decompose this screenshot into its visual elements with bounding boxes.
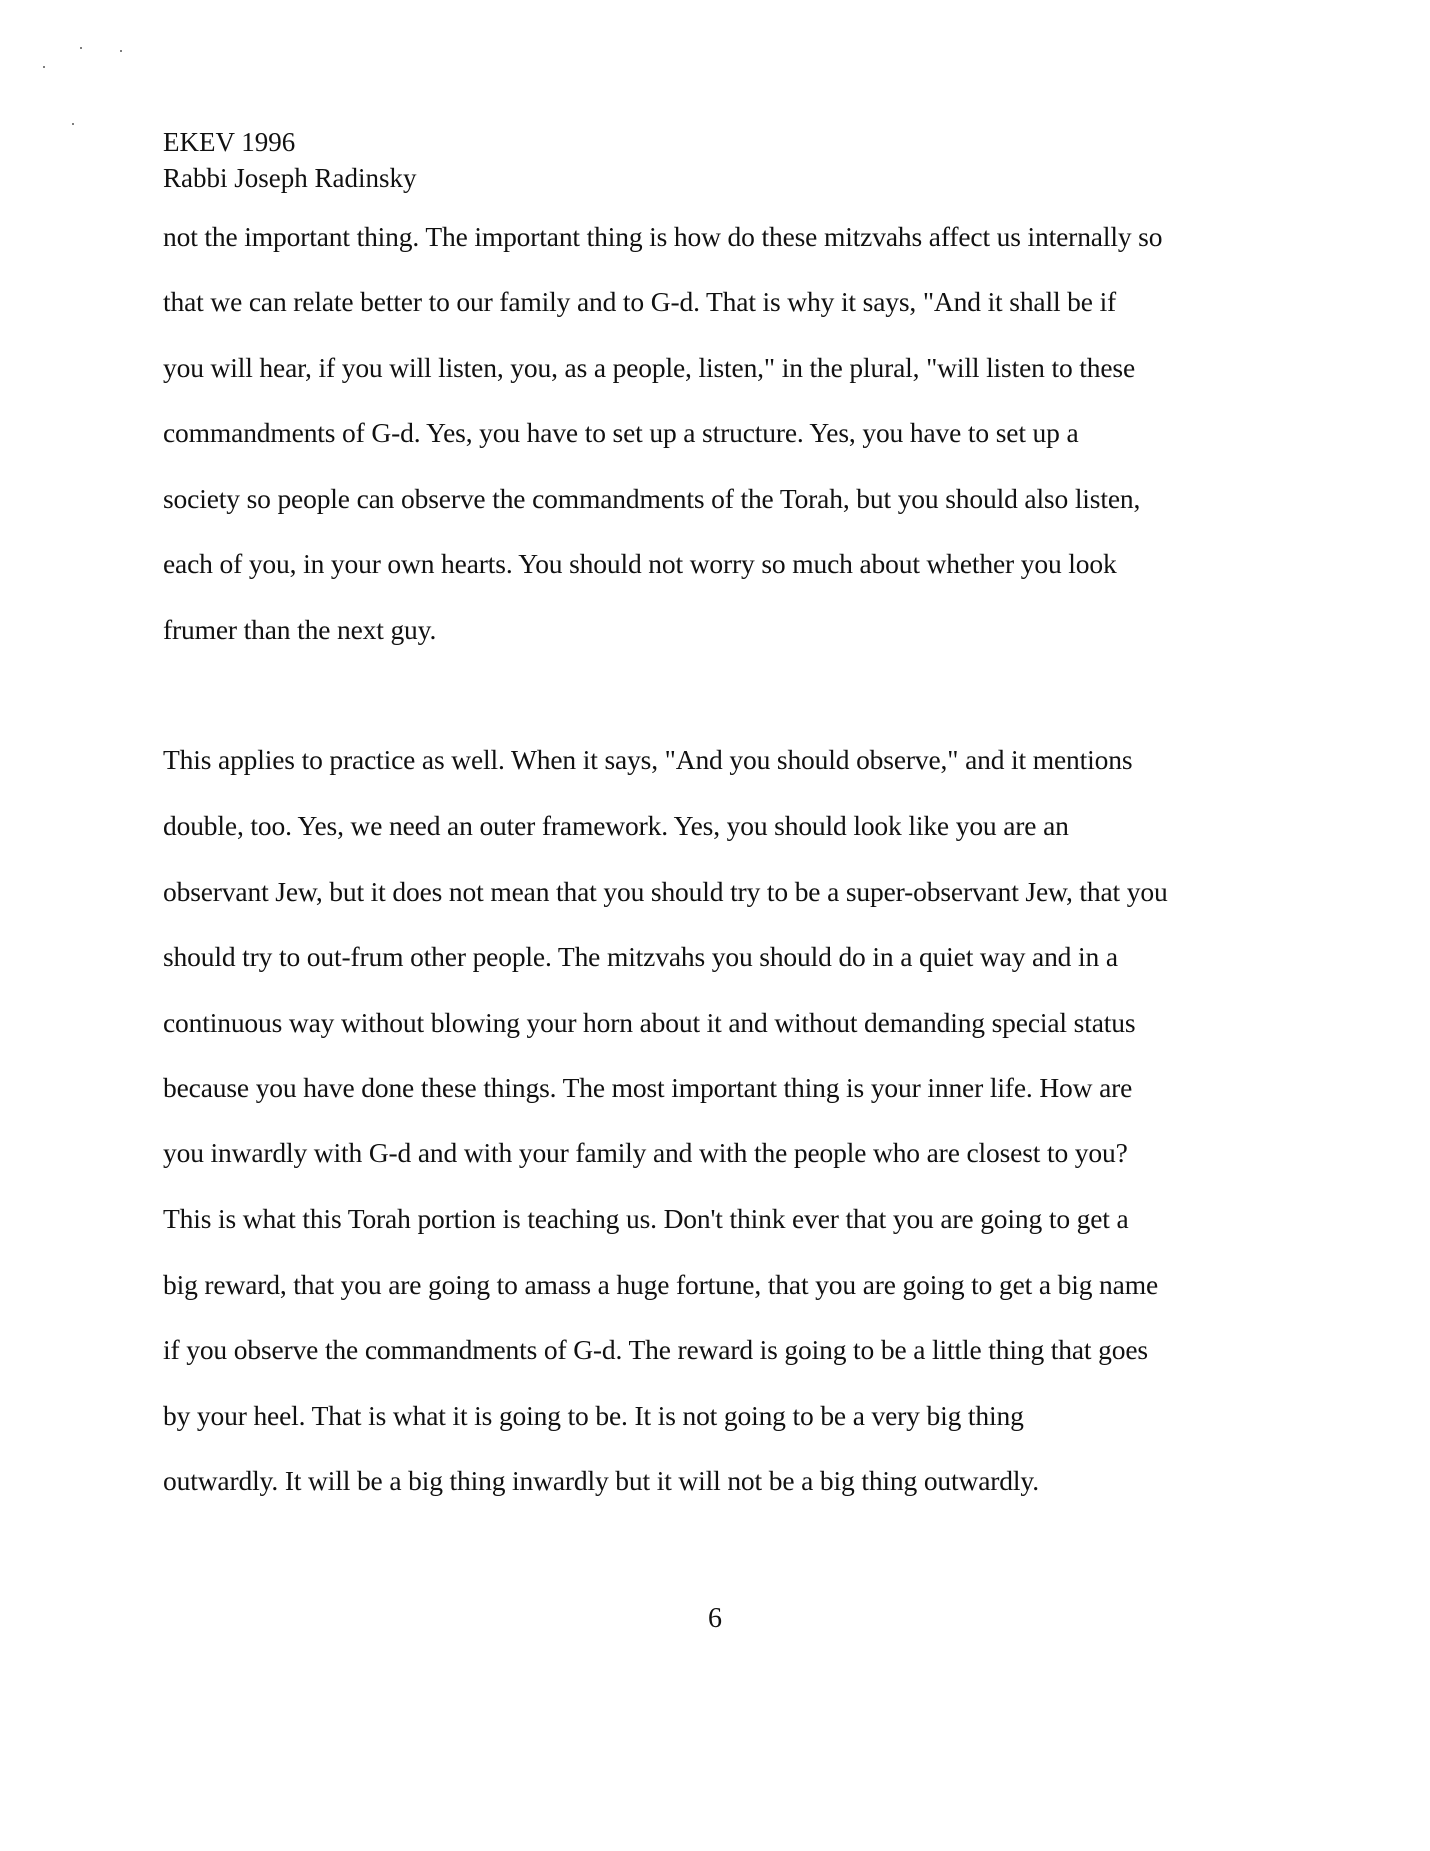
text-line: you inwardly with G-d and with your family and with the people who are closest to you?	[163, 1137, 1128, 1168]
text-line: by your heel. That is what it is going to be. It is not going to be a very big thing	[163, 1400, 1024, 1431]
text-line: continuous way without blowing your horn about it and without demanding special status	[163, 1007, 1136, 1038]
text-line: double, too. Yes, we need an outer framework. Yes, you should look like you are an	[163, 810, 1069, 841]
text-line: you will hear, if you will listen, you, as a people, listen," in the plural, "will listen to these	[163, 352, 1136, 383]
text-line: if you observe the commandments of G-d. The reward is going to be a little thing that goes	[163, 1334, 1148, 1365]
document-header	[163, 124, 417, 196]
scan-speck	[43, 66, 45, 68]
scan-speck	[72, 123, 74, 125]
text-line: This applies to practice as well. When it says, "And you should observe," and it mentions	[163, 744, 1133, 775]
text-line: This is what this Torah portion is teaching us. Don't think ever that you are going to get a	[163, 1203, 1129, 1234]
text-line: not the important thing. The important thing is how do these mitzvahs affect us internally so	[163, 221, 1163, 252]
text-line: big reward, that you are going to amass a huge fortune, that you are going to get a big name	[163, 1269, 1158, 1300]
text-line: outwardly. It will be a big thing inwardly but it will not be a big thing outwardly.	[163, 1465, 1039, 1496]
header-title: EKEV 1996	[163, 127, 296, 157]
scan-speck	[80, 47, 82, 49]
text-line: should try to out-frum other people. The mitzvahs you should do in a quiet way and in a	[163, 941, 1118, 972]
text-line: society so people can observe the commandments of the Torah, but you should also listen,	[163, 483, 1141, 514]
page-number: 6	[708, 1603, 722, 1634]
scan-speck	[120, 50, 122, 52]
text-line: that we can relate better to our family and to G-d. That is why it says, "And it shall be if	[163, 286, 1117, 317]
text-line: frumer than the next guy.	[163, 614, 437, 645]
header-author: Rabbi Joseph Radinsky	[163, 163, 417, 193]
text-line: commandments of G-d. Yes, you have to set up a structure. Yes, you have to set up a	[163, 417, 1079, 448]
text-line: each of you, in your own hearts. You should not worry so much about whether you look	[163, 548, 1117, 579]
text-line: observant Jew, but it does not mean that you should try to be a super-observant Jew, that you	[163, 876, 1168, 907]
text-line: because you have done these things. The most important thing is your inner life. How are	[163, 1072, 1133, 1103]
